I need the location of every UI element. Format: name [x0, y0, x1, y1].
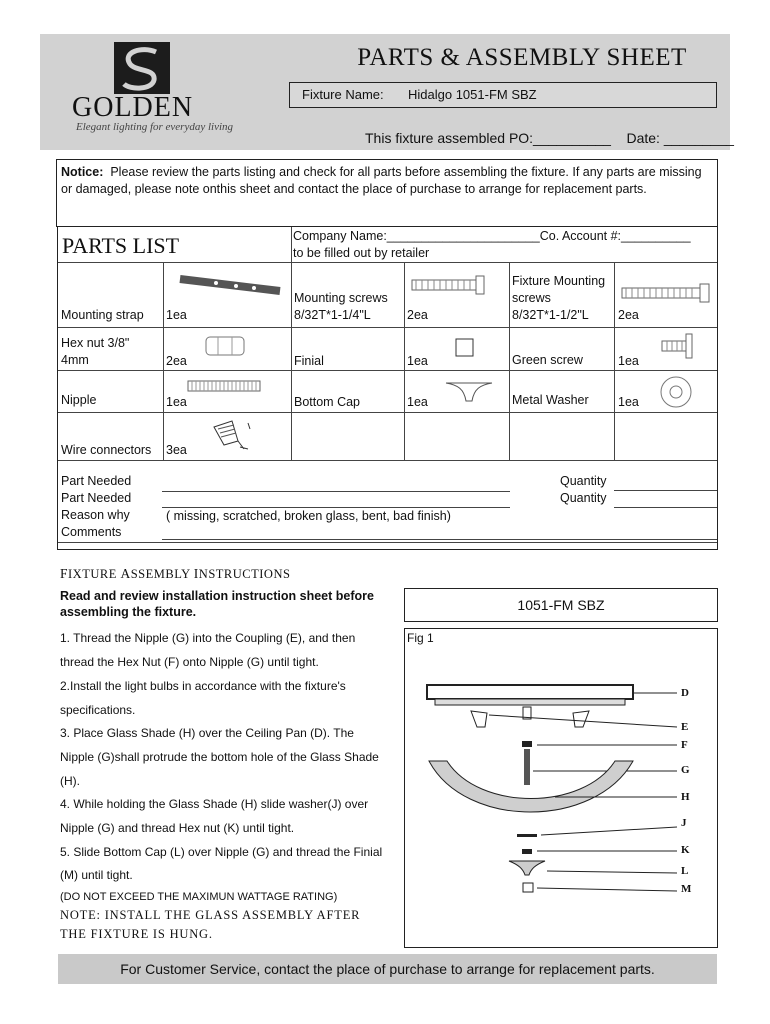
part-needed-label: Part Needed [61, 474, 132, 488]
customer-service-footer: For Customer Service, contact the place of purchase to arrange for replacement parts. [58, 954, 717, 984]
reason-options: ( missing, scratched, broken glass, bent, bad finish) [166, 509, 451, 523]
assembly-diagram [405, 629, 717, 947]
comments-label: Comments [61, 525, 122, 539]
instruction-step: 5. Slide Bottom Cap (L) over Nipple (G) and thread the Finial [60, 845, 383, 859]
mounting-strap-icon [176, 271, 286, 299]
notice-text: Please review the parts listing and check for all parts before assembling the fixture. If any parts are missing or damaged, please note onthis sheet and contact the place of purchase to arrange for replacement parts. [61, 165, 702, 196]
part-needed-label-2: Part Needed [61, 491, 132, 505]
part-qty-fixture-mounting: 2ea [618, 308, 639, 322]
install-note-line1: NOTE: INSTALL THE GLASS ASSEMBLY AFTER [60, 908, 361, 922]
instruction-step: Nipple (G) and thread Hex nut (K) until tight. [60, 821, 295, 835]
page-title: PARTS & ASSEMBLY SHEET [357, 44, 687, 71]
mounting-screw-icon [410, 275, 490, 295]
instruction-step: 3. Place Glass Shade (H) over the Ceiling Pan (D). The [60, 726, 354, 740]
part-qty-nipple: 1ea [166, 395, 187, 409]
figure-letter-m: M [681, 883, 692, 895]
parts-list-title: PARTS LIST [62, 233, 180, 258]
parts-list-table [57, 226, 718, 550]
figure-letter-j: J [681, 817, 687, 829]
wire-connector-icon [208, 419, 258, 455]
brand-tagline: Elegant lighting for everyday living [76, 121, 234, 133]
brand-name: GOLDEN [72, 92, 194, 123]
company-name-line: Company Name:______________________Co. Account #:__________ [293, 229, 691, 243]
part-spec-hex-nut: 4mm [61, 353, 89, 367]
notice-label: Notice: [61, 165, 104, 179]
metal-washer-icon [656, 375, 696, 409]
model-number-box: 1051-FM SBZ [404, 588, 718, 622]
notice-box [56, 159, 718, 227]
part-qty-bottom-cap: 1ea [407, 395, 428, 409]
instructions-intro: Read and review installation instruction sheet before assembling the fixture. [60, 589, 374, 619]
instructions-title: FIXTURE ASSEMBLY INSTRUCTIONS [60, 566, 291, 581]
part-qty-green-screw: 1ea [618, 354, 639, 368]
figure-letter-h: H [681, 791, 690, 803]
instruction-step: (H). [60, 774, 80, 788]
hex-nut-icon [204, 335, 248, 357]
fixture-name-value: Hidalgo 1051-FM SBZ [408, 87, 537, 102]
figure-letter-k: K [681, 844, 690, 856]
wattage-warning: (DO NOT EXCEED THE MAXIMUN WATTAGE RATING) [60, 891, 338, 903]
install-note-line2: THE FIXTURE IS HUNG. [60, 927, 213, 941]
instruction-step: 4. While holding the Glass Shade (H) slide washer(J) over [60, 797, 369, 811]
reason-label: Reason why [61, 508, 130, 522]
quantity-label: Quantity [560, 474, 607, 488]
part-name-mounting-screws: Mounting screws [294, 291, 388, 305]
part-spec-mounting-screws: 8/32T*1-1/4"L [294, 308, 371, 322]
retailer-note: to be filled out by retailer [293, 246, 430, 260]
instruction-step: 2.Install the light bulbs in accordance with the fixture's [60, 679, 346, 693]
figure-letter-f: F [681, 739, 688, 751]
figure-label: Fig 1 [407, 631, 434, 645]
part-name-finial: Finial [294, 354, 324, 368]
part-name-fixture-mounting: Fixture Mounting [512, 274, 606, 288]
part-name-hex-nut: Hex nut 3/8" [61, 336, 130, 350]
part-name-fixture-mounting-2: screws [512, 291, 551, 305]
part-name-metal-washer: Metal Washer [512, 393, 589, 407]
instruction-step: (M) until tight. [60, 868, 133, 882]
part-spec-fixture-mounting: 8/32T*1-1/2"L [512, 308, 589, 322]
green-screw-icon [660, 331, 696, 363]
quantity-label-2: Quantity [560, 491, 607, 505]
part-qty-mounting-strap: 1ea [166, 308, 187, 322]
part-qty-mounting-screws: 2ea [407, 308, 428, 322]
part-name-green-screw: Green screw [512, 353, 583, 367]
part-name-bottom-cap: Bottom Cap [294, 395, 361, 409]
part-qty-metal-washer: 1ea [618, 395, 639, 409]
fixture-screw-icon [620, 283, 714, 303]
figure-letter-d: D [681, 687, 689, 699]
figure-letter-e: E [681, 721, 689, 733]
part-qty-finial: 1ea [407, 354, 428, 368]
part-name-wire-connectors: Wire connectors [61, 443, 152, 457]
assembly-figure [404, 628, 718, 948]
po-date-line: This fixture assembled PO:__________ Date: _________ [365, 130, 734, 146]
part-qty-hex-nut: 2ea [166, 354, 187, 368]
instruction-step: thread the Hex Nut (F) onto Nipple (G) until tight. [60, 655, 319, 669]
figure-letter-l: L [681, 865, 689, 877]
figure-letter-g: G [681, 764, 690, 776]
instruction-step: specifications. [60, 703, 136, 717]
bottom-cap-icon [444, 379, 494, 405]
part-name-nipple: Nipple [61, 393, 97, 407]
fixture-name-box [289, 82, 717, 108]
brand-logo-icon [112, 40, 172, 96]
instruction-step: 1. Thread the Nipple (G) into the Coupling (E), and then [60, 631, 356, 645]
finial-icon [454, 337, 476, 359]
part-name-mounting-strap: Mounting strap [61, 308, 144, 322]
fixture-name-label: Fixture Name: [302, 87, 384, 102]
instruction-step: Nipple (G)shall protrude the bottom hole of the Glass Shade [60, 750, 379, 764]
nipple-icon [186, 379, 264, 395]
part-qty-wire-connectors: 3ea [166, 443, 187, 457]
